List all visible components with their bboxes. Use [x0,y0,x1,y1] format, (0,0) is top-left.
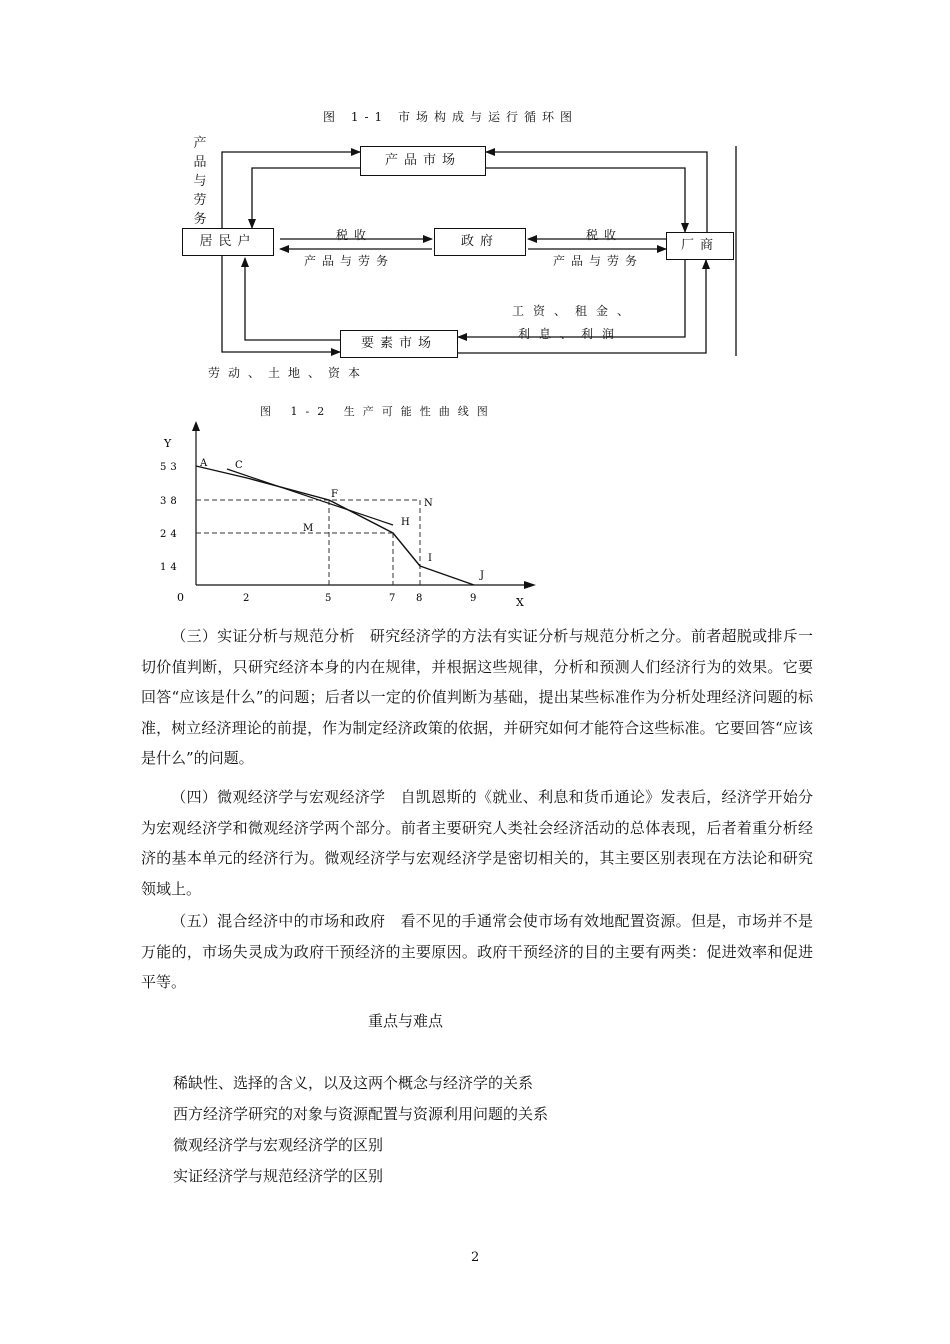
point-label-C: C [235,460,243,471]
point-label-N: N [424,498,433,509]
tangent-line [227,469,393,525]
key-point-item: 西方经济学研究的对象与资源配置与资源利用问题的关系 [173,1105,549,1123]
x-tick-label: 9 [470,593,477,604]
goods-left-label: 产品与劳务 [304,254,395,268]
chart-title: 图 1-2 生产可能性曲线图 [260,405,496,418]
products-services-vertical-label: 产 品 与 劳 务 [193,136,207,227]
page-number: 2 [471,1250,480,1265]
figure-1-1-caption: 图 1-1 市场构成与运行循环图 [323,110,578,124]
point-label-J: J [480,570,485,581]
x-tick-label: 8 [416,593,423,604]
point-label-I: I [428,553,432,564]
section-3-paragraph [141,621,813,774]
product-market-box: 产品市场 [360,146,486,176]
y-tick-label: 53 [160,462,181,473]
point-label-F: F [331,489,338,500]
tax-left-label: 税收 [336,228,373,242]
origin-label: 0 [177,591,184,604]
section-5-heading: （五）混合经济中的市场和政府 [171,912,386,930]
goods-right-label: 产品与劳务 [553,254,644,268]
y-tick-label: 14 [160,562,181,573]
circular-flow-arrows [0,0,950,400]
key-point-item: 微观经济学与宏观经济学的区别 [173,1136,384,1154]
point-label-H: H [401,517,410,528]
households-box: 居民户 [182,228,274,256]
y-tick-label: 38 [160,496,181,507]
key-point-item: 实证经济学与规范经济学的区别 [173,1167,384,1185]
y-tick-label: 24 [160,529,181,540]
point-label-A: A [200,458,208,469]
x-tick-label: 5 [325,593,332,604]
y-axis-label: Y [164,437,172,450]
section-4-paragraph [141,782,813,904]
section-4-body: 自凯恩斯的《就业、利息和货币通论》发表后，经济学开始分为宏观经济学和微观经济学两个部分。前者主要研究人类社会经济活动的总体表现，后者着重分析经济的基本单元的经济行为。微观经济学与宏观经济学是密切相关的，其主要区别表现在方法论和研究领域上。 [141,788,813,898]
tax-right-label: 税收 [586,228,623,242]
section-3-body: 研究经济学的方法有实证分析与规范分析之分。前者超脱或排斥一切价值判断，只研究经济本身的内在规律，并根据这些规律，分析和预测人们经济行为的效果。它要回答“应该是什么”的问题；后者以一定的价值判断为基础，提出某些标准作为分析处理经济问题的标准，树立经济理论的前提，作为制定经济政策的依据，并研究如何才能符合这些标准。它要回答“应该是什么”的问题。 [141,627,813,767]
income-label-2: 利息、利润 [518,327,624,341]
income-label-1: 工资、租金、 [512,304,639,318]
section-5-body: 看不见的手通常会使市场有效地配置资源。但是，市场并不是万能的，市场失灵成为政府干预经济的主要原因。政府干预经济的目的主要有两类：促进效率和促进平等。 [141,912,813,991]
x-axis-label: X [516,596,524,609]
factor-market-box: 要素市场 [340,330,458,358]
section-5-paragraph [141,906,813,998]
key-point-item: 稀缺性、选择的含义，以及这两个概念与经济学的关系 [173,1074,534,1092]
section-4-heading: （四）微观经济学与宏观经济学 [171,788,386,806]
factors-label: 劳动、土地、资本 [208,366,369,380]
key-points-title: 重点与难点 [368,1012,444,1030]
x-tick-label: 7 [389,593,396,604]
firms-box: 厂商 [666,232,734,260]
section-3-heading: （三）实证分析与规范分析 [171,627,355,645]
point-label-M: M [303,523,314,534]
government-box: 政府 [434,228,526,256]
x-tick-label: 2 [243,593,250,604]
ppf-curve [196,466,474,585]
ppf-chart [140,415,560,615]
